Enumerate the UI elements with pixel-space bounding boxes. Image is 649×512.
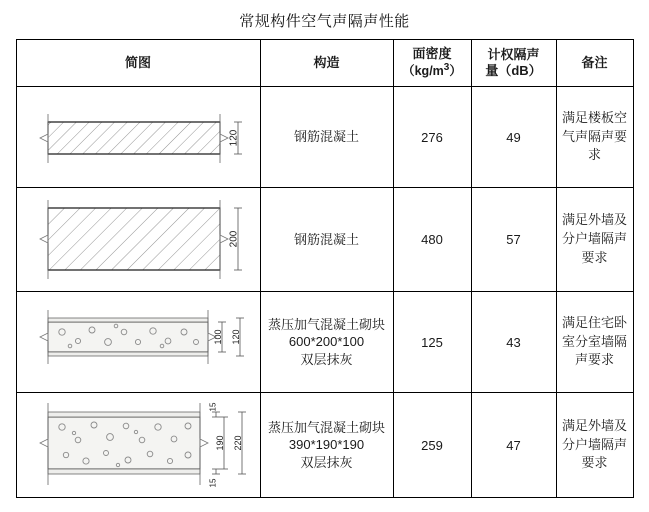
svg-text:15: 15 bbox=[208, 478, 217, 488]
column-header-density bbox=[393, 40, 471, 87]
svg-text:190: 190 bbox=[214, 435, 225, 451]
table-row bbox=[16, 292, 633, 393]
svg-text:15: 15 bbox=[208, 402, 217, 412]
cell-rw: 47 bbox=[471, 393, 556, 498]
aac-block-190-svg bbox=[20, 395, 264, 495]
svg-text:120: 120 bbox=[230, 329, 241, 345]
table-body bbox=[16, 87, 633, 498]
cell-structure bbox=[260, 393, 393, 498]
structure-line-2: 390*190*190 bbox=[288, 437, 365, 453]
cell-note: 满足住宅卧室分室墙隔声要求 bbox=[556, 292, 633, 393]
density-unit-suffix: ） bbox=[449, 64, 462, 79]
cell-density: 480 bbox=[393, 188, 471, 292]
diagram-aac-block-190 bbox=[20, 395, 264, 495]
column-header-rw-line2: 量（dB） bbox=[485, 63, 542, 78]
cell-structure: 钢筋混凝土 bbox=[260, 188, 393, 292]
cell-structure bbox=[260, 292, 393, 393]
cell-structure: 钢筋混凝土 bbox=[260, 87, 393, 188]
diagram-cell-concrete-200 bbox=[16, 188, 260, 292]
cell-note: 满足外墙及分户墙隔声要求 bbox=[556, 188, 633, 292]
structure-line-1: 蒸压加气混凝土砌块 bbox=[267, 316, 385, 332]
table-row bbox=[16, 87, 633, 188]
table-header bbox=[16, 40, 633, 87]
svg-text:200: 200 bbox=[228, 230, 239, 248]
diagram-cell-concrete-120 bbox=[16, 87, 260, 188]
table-row bbox=[16, 188, 633, 292]
column-header-rw-line1: 计权隔声 bbox=[487, 46, 540, 62]
density-unit-prefix: （kg/m bbox=[402, 64, 444, 79]
diagram-cell-aac-100 bbox=[16, 292, 260, 393]
cell-note: 满足楼板空气声隔声要求 bbox=[556, 87, 633, 188]
cell-density: 276 bbox=[393, 87, 471, 188]
diagram-concrete-slab-120 bbox=[20, 89, 264, 185]
column-header-structure: 构造 bbox=[260, 40, 393, 87]
page-title: 常规构件空气声隔声性能 bbox=[239, 13, 410, 30]
aac-block-100-svg bbox=[20, 294, 264, 386]
column-header-note: 备注 bbox=[556, 40, 633, 87]
structure-line-3: 双层抹灰 bbox=[300, 454, 353, 470]
cell-density: 259 bbox=[393, 393, 471, 498]
svg-text:120: 120 bbox=[228, 129, 239, 147]
diagram-aac-block-100 bbox=[20, 294, 264, 390]
cell-rw: 43 bbox=[471, 292, 556, 393]
column-header-density-unit bbox=[397, 62, 468, 80]
density-unit-superscript: 3 bbox=[443, 62, 450, 74]
cell-rw: 49 bbox=[471, 87, 556, 188]
cell-rw: 57 bbox=[471, 188, 556, 292]
svg-text:220: 220 bbox=[232, 435, 243, 451]
concrete-slab-200-svg bbox=[20, 190, 264, 289]
sound-insulation-table bbox=[16, 39, 634, 498]
column-header-rw bbox=[471, 40, 556, 87]
structure-line-2: 600*200*100 bbox=[288, 334, 365, 350]
column-header-diagram: 简图 bbox=[16, 40, 260, 87]
cell-density: 125 bbox=[393, 292, 471, 393]
column-header-density-line1: 面密度 bbox=[412, 45, 452, 61]
structure-line-3: 双层抹灰 bbox=[300, 351, 353, 367]
diagram-cell-aac-190 bbox=[16, 393, 260, 498]
table-row bbox=[16, 393, 633, 498]
cell-note: 满足外墙及分户墙隔声要求 bbox=[556, 393, 633, 498]
concrete-slab-120-svg bbox=[20, 89, 264, 185]
diagram-concrete-slab-200 bbox=[20, 190, 264, 289]
svg-text:100: 100 bbox=[212, 329, 223, 345]
structure-line-1: 蒸压加气混凝土砌块 bbox=[267, 419, 385, 435]
table-header-row bbox=[16, 40, 633, 87]
